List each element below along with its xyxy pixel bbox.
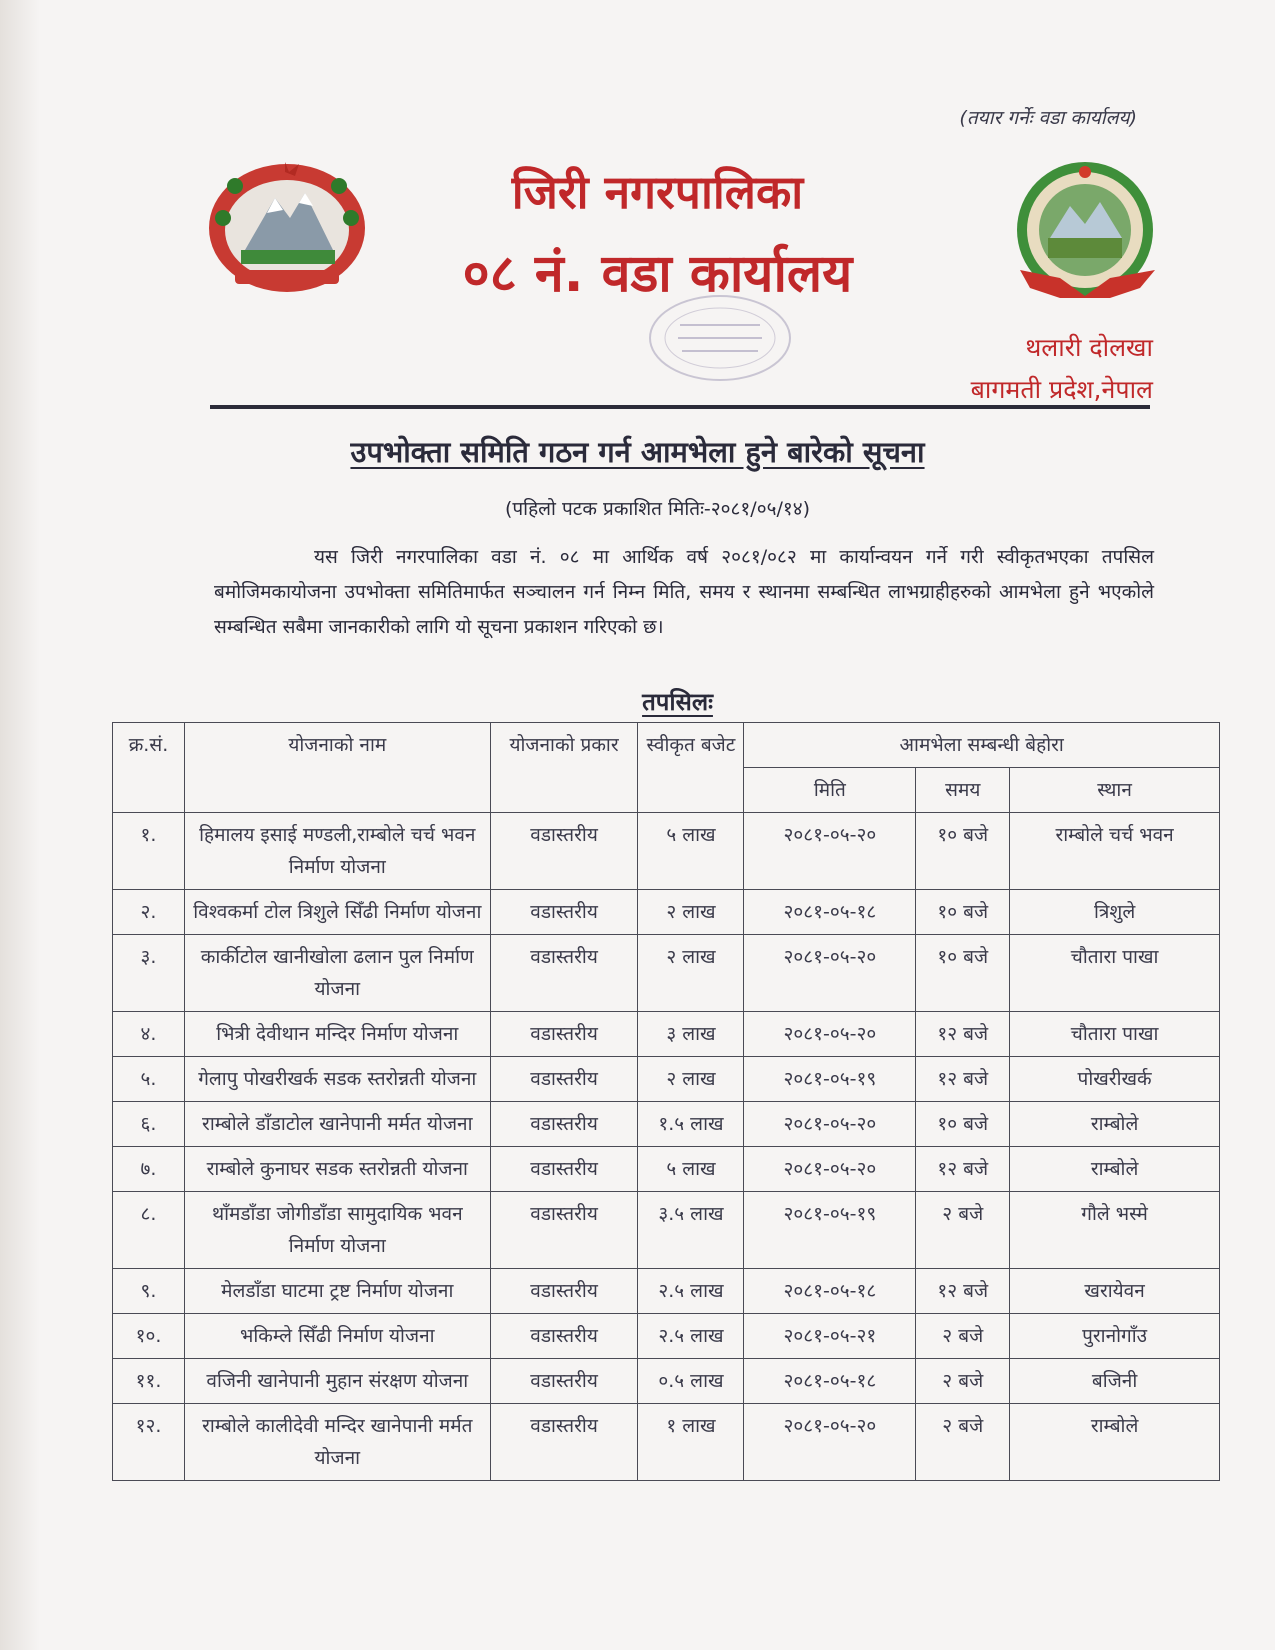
header-meeting-details: आमभेला सम्बन्धी बेहोरा — [744, 723, 1220, 768]
row-time: १२ बजे — [916, 1269, 1010, 1314]
row-budget: ३.५ लाख — [638, 1192, 744, 1269]
row-plan-type: वडास्तरीय — [490, 813, 638, 890]
row-plan-type: वडास्तरीय — [490, 1269, 638, 1314]
row-plan-type: वडास्तरीय — [490, 1404, 638, 1481]
table-row — [113, 1359, 1220, 1404]
notice-subject: उपभोक्ता समिति गठन गर्न आमभेला हुने बारेको सूचना — [350, 435, 925, 469]
row-date: २०८१-०५-२० — [744, 935, 916, 1012]
row-sn: ४. — [113, 1012, 185, 1057]
row-place: त्रिशुले — [1010, 890, 1220, 935]
row-time: १० बजे — [916, 813, 1010, 890]
table-row — [113, 1147, 1220, 1192]
row-place: पोखरीखर्क — [1010, 1057, 1220, 1102]
row-plan-name: विश्वकर्मा टोल त्रिशुले सिँढी निर्माण योजना — [184, 890, 490, 935]
row-plan-name: कार्कीटोल खानीखोला ढलान पुल निर्माण योजना — [184, 935, 490, 1012]
row-place: राम्बोले — [1010, 1404, 1220, 1481]
row-budget: १.५ लाख — [638, 1102, 744, 1147]
row-place: चौतारा पाखा — [1010, 1012, 1220, 1057]
row-plan-type: वडास्तरीय — [490, 1192, 638, 1269]
row-plan-name: राम्बोले कालीदेवी मन्दिर खानेपानी मर्मत योजना — [184, 1404, 490, 1481]
notice-body: यस जिरी नगरपालिका वडा नं. ०८ मा आर्थिक वर्ष २०८१/०८२ मा कार्यान्वयन गर्ने गरी स्वीकृतभएका तपसिल बमोजिमकायोजना उपभोक्ता समितिमार्फत सञ्चालन गर्न निम्न मिति, समय र स्थानमा सम्बन्धित लाभग्राहीहरुको आमभेला हुने भएकोले सम्बन्धित सबैमा जानकारीको लागि यो सूचना प्रकाशन गरिएको छ। — [214, 546, 1154, 638]
row-date: २०८१-०५-२० — [744, 1012, 916, 1057]
table-row — [113, 1192, 1220, 1269]
row-sn: ११. — [113, 1359, 185, 1404]
row-budget: ५ लाख — [638, 813, 744, 890]
row-date: २०८१-०५-१८ — [744, 1269, 916, 1314]
header-sn: क्र.सं. — [113, 723, 185, 813]
row-date: २०८१-०५-२० — [744, 1102, 916, 1147]
row-date: २०८१-०५-१९ — [744, 1192, 916, 1269]
table-row — [113, 890, 1220, 935]
table-row — [113, 1314, 1220, 1359]
row-plan-name: हिमालय इसाई मण्डली,राम्बोले चर्च भवन निर्माण योजना — [184, 813, 490, 890]
row-sn: ६. — [113, 1102, 185, 1147]
row-plan-name: राम्बोले कुनाघर सडक स्तरोन्नती योजना — [184, 1147, 490, 1192]
row-budget: १ लाख — [638, 1404, 744, 1481]
row-plan-type: वडास्तरीय — [490, 1057, 638, 1102]
municipality-logo-icon — [1010, 158, 1165, 313]
row-budget: ३ लाख — [638, 1012, 744, 1057]
row-time: २ बजे — [916, 1314, 1010, 1359]
row-place: राम्बोले — [1010, 1102, 1220, 1147]
row-sn: ७. — [113, 1147, 185, 1192]
address-line-2: बागमती प्रदेश,नेपाल — [970, 375, 1153, 404]
row-place: चौतारा पाखा — [1010, 935, 1220, 1012]
row-plan-type: वडास्तरीय — [490, 1102, 638, 1147]
published-date: (पहिलो पटक प्रकाशित मितिः-२०८१/०५/१४) — [504, 498, 811, 520]
row-place: राम्बोले — [1010, 1147, 1220, 1192]
row-sn: ९. — [113, 1269, 185, 1314]
row-plan-name: गेलापु पोखरीखर्क सडक स्तरोन्नती योजना — [184, 1057, 490, 1102]
row-place: गौले भस्मे — [1010, 1192, 1220, 1269]
row-budget: ०.५ लाख — [638, 1359, 744, 1404]
table-row — [113, 1057, 1220, 1102]
table-row — [113, 935, 1220, 1012]
row-date: २०८१-०५-१८ — [744, 1359, 916, 1404]
row-budget: २.५ लाख — [638, 1314, 744, 1359]
header-divider — [210, 405, 1150, 409]
row-budget: २ लाख — [638, 1057, 744, 1102]
ward-office-seal-icon — [640, 290, 800, 385]
row-time: २ बजे — [916, 1404, 1010, 1481]
row-budget: २.५ लाख — [638, 1269, 744, 1314]
row-date: २०८१-०५-१८ — [744, 890, 916, 935]
row-time: २ बजे — [916, 1359, 1010, 1404]
row-place: राम्बोले चर्च भवन — [1010, 813, 1220, 890]
row-time: १० बजे — [916, 890, 1010, 935]
row-plan-type: वडास्तरीय — [490, 935, 638, 1012]
row-place: पुरानोगाँउ — [1010, 1314, 1220, 1359]
row-place: बजिनी — [1010, 1359, 1220, 1404]
row-sn: १. — [113, 813, 185, 890]
row-plan-name: थाँमडाँडा जोगीडाँडा सामुदायिक भवन निर्माण योजना — [184, 1192, 490, 1269]
row-plan-type: वडास्तरीय — [490, 1359, 638, 1404]
row-date: २०८१-०५-२१ — [744, 1314, 916, 1359]
ward-office-title: ०८ नं. वडा कार्यालय — [462, 244, 853, 304]
header-date: मिति — [744, 768, 916, 813]
row-plan-name: वजिनी खानेपानी मुहान संरक्षण योजना — [184, 1359, 490, 1404]
table-row — [113, 1102, 1220, 1147]
row-time: २ बजे — [916, 1192, 1010, 1269]
row-sn: ५. — [113, 1057, 185, 1102]
row-sn: ३. — [113, 935, 185, 1012]
row-budget: ५ लाख — [638, 1147, 744, 1192]
table-header-row — [113, 723, 1220, 768]
table-row — [113, 1404, 1220, 1481]
row-plan-type: वडास्तरीय — [490, 1147, 638, 1192]
plan-table — [112, 722, 1220, 1481]
header-budget: स्वीकृत बजेट — [638, 723, 744, 813]
row-sn: १०. — [113, 1314, 185, 1359]
header-plan-type: योजनाको प्रकार — [490, 723, 638, 813]
row-time: १२ बजे — [916, 1057, 1010, 1102]
table-caption: तपसिलः — [642, 688, 713, 716]
row-budget: २ लाख — [638, 935, 744, 1012]
prepared-by-note: (तयार गर्नेः वडा कार्यालय) — [959, 107, 1137, 129]
row-plan-type: वडास्तरीय — [490, 890, 638, 935]
row-date: २०८१-०५-२० — [744, 1404, 916, 1481]
row-time: १० बजे — [916, 1102, 1010, 1147]
row-place: खरायेवन — [1010, 1269, 1220, 1314]
row-time: १० बजे — [916, 935, 1010, 1012]
row-time: १२ बजे — [916, 1012, 1010, 1057]
row-plan-name: राम्बोले डाँडाटोल खानेपानी मर्मत योजना — [184, 1102, 490, 1147]
row-date: २०८१-०५-२० — [744, 1147, 916, 1192]
row-date: २०८१-०५-२० — [744, 813, 916, 890]
row-date: २०८१-०५-१९ — [744, 1057, 916, 1102]
table-row — [113, 1269, 1220, 1314]
row-plan-name: भकिम्ले सिँढी निर्माण योजना — [184, 1314, 490, 1359]
row-sn: २. — [113, 890, 185, 935]
header-place: स्थान — [1010, 768, 1220, 813]
table-row — [113, 813, 1220, 890]
municipality-name: जिरी नगरपालिका — [511, 165, 804, 219]
row-time: १२ बजे — [916, 1147, 1010, 1192]
table-row — [113, 1012, 1220, 1057]
row-plan-name: भित्री देवीथान मन्दिर निर्माण योजना — [184, 1012, 490, 1057]
row-budget: २ लाख — [638, 890, 744, 935]
row-plan-name: मेलडाँडा घाटमा ट्रष्ट निर्माण योजना — [184, 1269, 490, 1314]
header-plan-name: योजनाको नाम — [184, 723, 490, 813]
row-plan-type: वडास्तरीय — [490, 1314, 638, 1359]
row-sn: १२. — [113, 1404, 185, 1481]
row-plan-type: वडास्तरीय — [490, 1012, 638, 1057]
row-sn: ८. — [113, 1192, 185, 1269]
address-line-1: थलारी दोलखा — [1025, 333, 1153, 362]
header-time: समय — [916, 768, 1010, 813]
